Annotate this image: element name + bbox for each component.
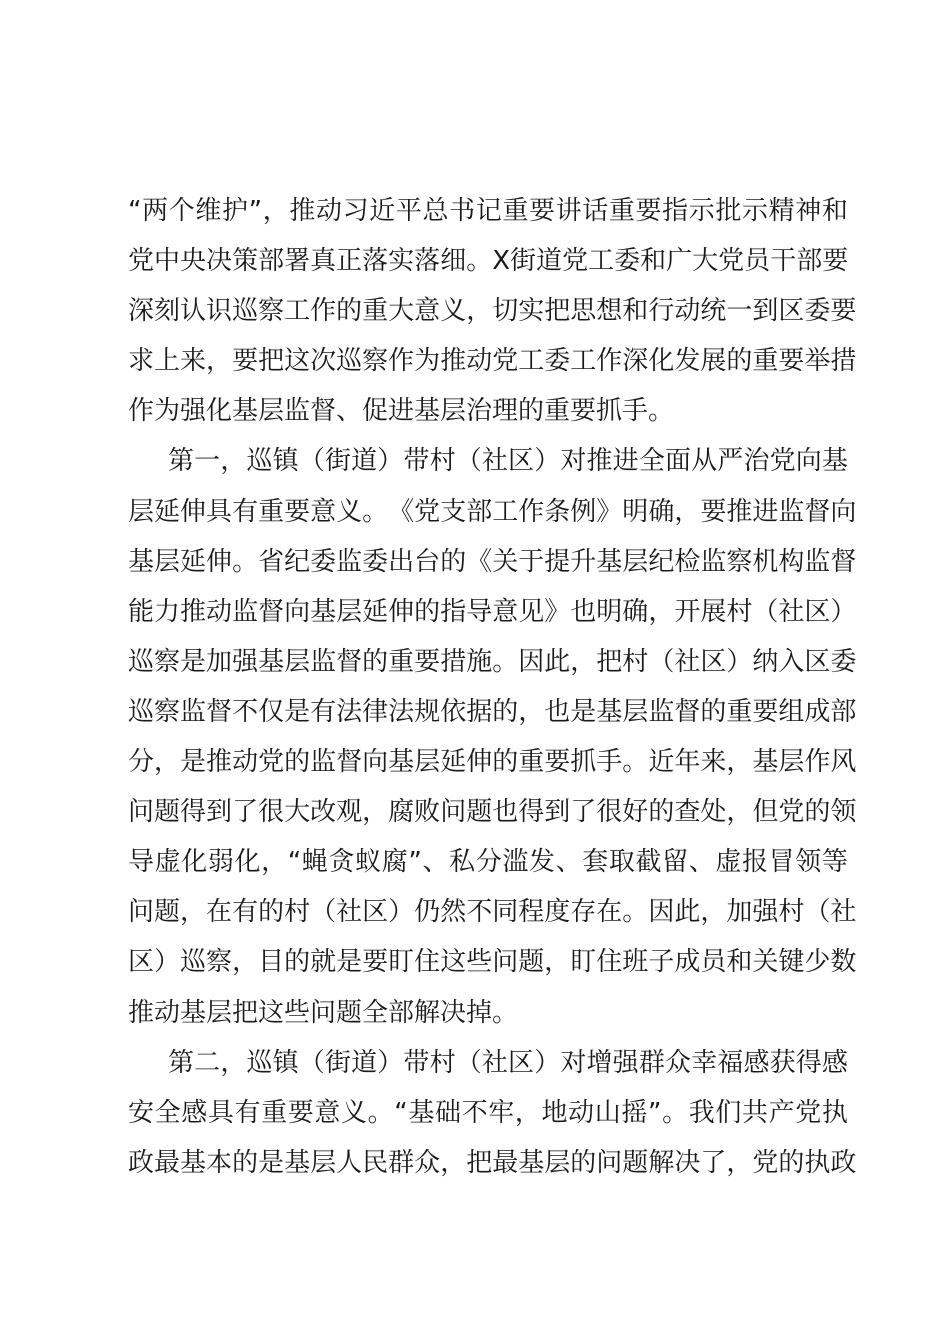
- text-line: 问 题 得 到 了 很 大 改 观 ， 腐 败 问 题 也 得 到 了 很 好 的 查 处 ， 但 党 的 领: [128, 797, 857, 828]
- text-line: 巡 察 监 督 不 仅 是 有 法 律 法 规 依 据 的 ， 也 是 基 层 监 督 的 重 要 组 成 部: [128, 696, 857, 727]
- text-line: 求 上 来 ， 要 把 这 次 巡 察 作 为 推 动 党 工 委 工 作 深 化 发 展 的 重 要 举 措: [128, 346, 857, 377]
- text-line: 分 ， 是 推 动 党 的 监 督 向 基 层 延 伸 的 重 要 抓 手 。 近 年 来 ， 基 层 作 风: [128, 747, 857, 778]
- text-line: 党 中 央 决 策 部 署 真 正 落 实 落 细 。 X 街 道 党 工 委 和 广 大 党 员 干 部 要: [128, 246, 849, 277]
- text-line: 区 ） 巡 察 ， 目 的 就 是 要 盯 住 这 些 问 题 ， 盯 住 班 子 成 员 和 关 键 少 数: [128, 947, 857, 978]
- body-text: [128, 186, 857, 1188]
- text-line: 第 一 ， 巡 镇 （ 街 道 ） 带 村 （ 社 区 ） 对 推 进 全 面 从 严 治 党 向 基: [168, 446, 848, 477]
- text-line: 能 力 推 动 监 督 向 基 层 延 伸 的 指 导 意 见 》 也 明 确 ， 开 展 村 （ 社 区 ）: [128, 596, 857, 627]
- text-line: 问 题 ， 在 有 的 村 （ 社 区 ） 仍 然 不 同 程 度 存 在 。 因 此 ， 加 强 村 （ 社: [128, 897, 857, 928]
- text-line: 深 刻 认 识 巡 察 工 作 的 重 大 意 义 ， 切 实 把 思 想 和 行 动 统 一 到 区 委 要: [128, 296, 857, 327]
- text-line: 安 全 感 具 有 重 要 意 义 。 “ 基 础 不 牢 ， 地 动 山 摇 ” 。 我 们 共 产 党 执: [128, 1097, 848, 1128]
- text-line: 第 二 ， 巡 镇 （ 街 道 ） 带 村 （ 社 区 ） 对 增 强 群 众 幸 福 感 获 得 感: [168, 1047, 848, 1078]
- text-line: 政 最 基 本 的 是 基 层 人 民 群 众 ， 把 最 基 层 的 问 题 解 决 了 ， 党 的 执 政: [128, 1147, 857, 1178]
- text-line: 推动基层把这些问题全部解决掉。: [128, 997, 519, 1028]
- text-line: 作为强化基层监督、促进基层治理的重要抓手。: [128, 396, 675, 427]
- text-line: 基 层 延 伸 。 省 纪 委 监 委 出 台 的 《 关 于 提 升 基 层 纪 检 监 察 机 构 监 督: [128, 546, 857, 577]
- text-line: 层 延 伸 具 有 重 要 意 义 。 《 党 支 部 工 作 条 例 》 明 确 ， 要 推 进 监 督 向: [128, 496, 857, 527]
- text-line: 巡 察 是 加 强 基 层 监 督 的 重 要 措 施 。 因 此 ， 把 村 （ 社 区 ） 纳 入 区 委: [128, 646, 857, 677]
- text-line: “ 两 个 维 护 ” ， 推 动 习 近 平 总 书 记 重 要 讲 话 重 要 指 示 批 示 精 神 和: [128, 196, 848, 226]
- text-line: 导 虚 化 弱 化 ， “ 蝇 贪 蚁 腐 ” 、 私 分 滥 发 、 套 取 截 留 、 虚 报 冒 领 等: [128, 847, 848, 878]
